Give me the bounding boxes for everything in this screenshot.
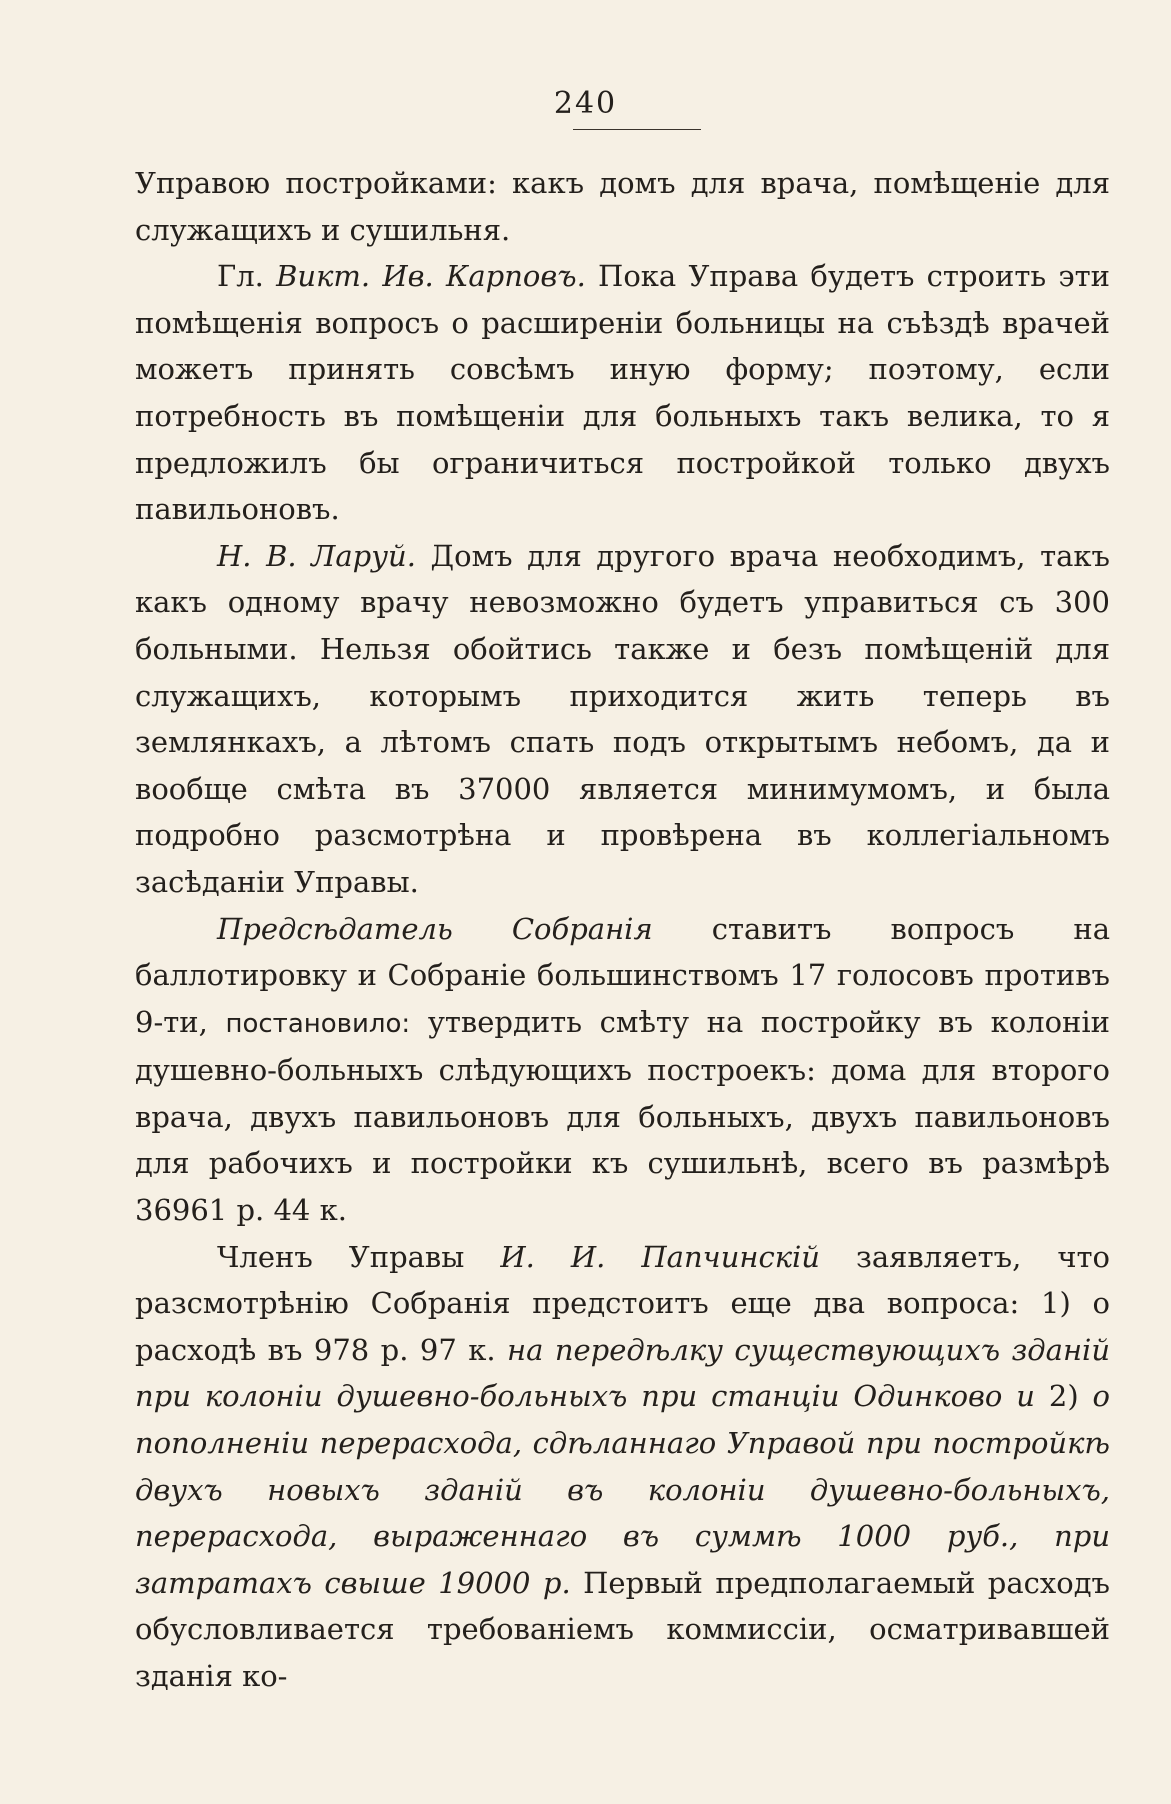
paragraph xyxy=(135,253,1110,533)
speaker-name: И. И. Папчинскій xyxy=(500,1239,820,1274)
speaker-name: Н. В. Ларуй. xyxy=(217,538,416,573)
paragraph-text: 2) xyxy=(1048,1379,1079,1414)
paragraph-text: заявляетъ, что разсмотрѣнію Собранія предстоитъ еще два вопроса: 1) о расходѣ въ 978 р. 97 к. xyxy=(135,1239,1111,1367)
speaker-name: Викт. Ив. Карповъ. xyxy=(276,259,586,294)
paragraph xyxy=(135,906,1110,1234)
speaker-title: Гл. xyxy=(217,259,264,294)
body-text xyxy=(135,160,1110,1700)
paragraph-text: Пока Управа будетъ строить эти помѣщенія вопросъ о расширеніи больницы на съѣздѣ врачей можетъ принять совсѣмъ иную форму; поэтому, если потребность въ помѣщеніи для больныхъ такъ велика, то я предложилъ бы ограничиться постройкой только двухъ павильоновъ. xyxy=(135,259,1110,527)
paragraph-text: ставитъ вопросъ на баллотировку и Собраніе большинствомъ 17 голосовъ противъ 9-ти, xyxy=(135,911,1111,1039)
speaker-name: Предсѣдатель Собранія xyxy=(217,911,653,946)
paragraph xyxy=(135,533,1110,906)
resolution-keyword: постановило: xyxy=(225,1008,411,1039)
italic-text: о пополненіи перерасхода, сдѣланнаго Управой при постройкѣ двухъ новыхъ зданій въ колоніи душевно-больныхъ, перерасхода, выраженнаго въ суммѣ 1000 руб., при затратахъ свыше 19000 р. xyxy=(135,1379,1111,1600)
italic-text: на передѣлку существующихъ зданій при колоніи душевно-больныхъ при станціи Одинково и xyxy=(135,1332,1110,1414)
page-number-rule xyxy=(573,129,701,130)
paragraph-text: Первый предполагаемый расходъ обусловливается требованіемъ коммиссіи, осматривавшей зданія ко- xyxy=(135,1565,1111,1693)
paragraph-text: Домъ для другого врача необходимъ, такъ какъ одному врачу невозможно будетъ управиться съ 300 больными. Нельзя обойтись также и безъ помѣщеній для служащихъ, которымъ приходится жить теперь въ землянкахъ, а лѣтомъ спать подъ открытымъ небомъ, да и вообще смѣта въ 37000 является минимумомъ, и была подробно разсмотрѣна и провѣрена въ коллегіальномъ засѣданіи Управы. xyxy=(135,538,1111,899)
speaker-title: Членъ Управы xyxy=(217,1239,465,1274)
page-number: 240 xyxy=(553,86,618,121)
paragraph-text: Управою постройками: какъ домъ для врача, помѣщеніе для служащихъ и сушильня. xyxy=(135,166,1110,247)
paragraph xyxy=(135,1234,1110,1700)
paragraph xyxy=(135,160,1110,253)
paragraph-text: утвердить смѣту на постройку въ колоніи душевно-больныхъ слѣдующихъ построекъ: дома для второго врача, двухъ павильоновъ для больныхъ, двухъ павильоновъ для рабочихъ и постройки къ сушильнѣ, всего въ размѣрѣ 36961 р. 44 к. xyxy=(135,1004,1110,1228)
